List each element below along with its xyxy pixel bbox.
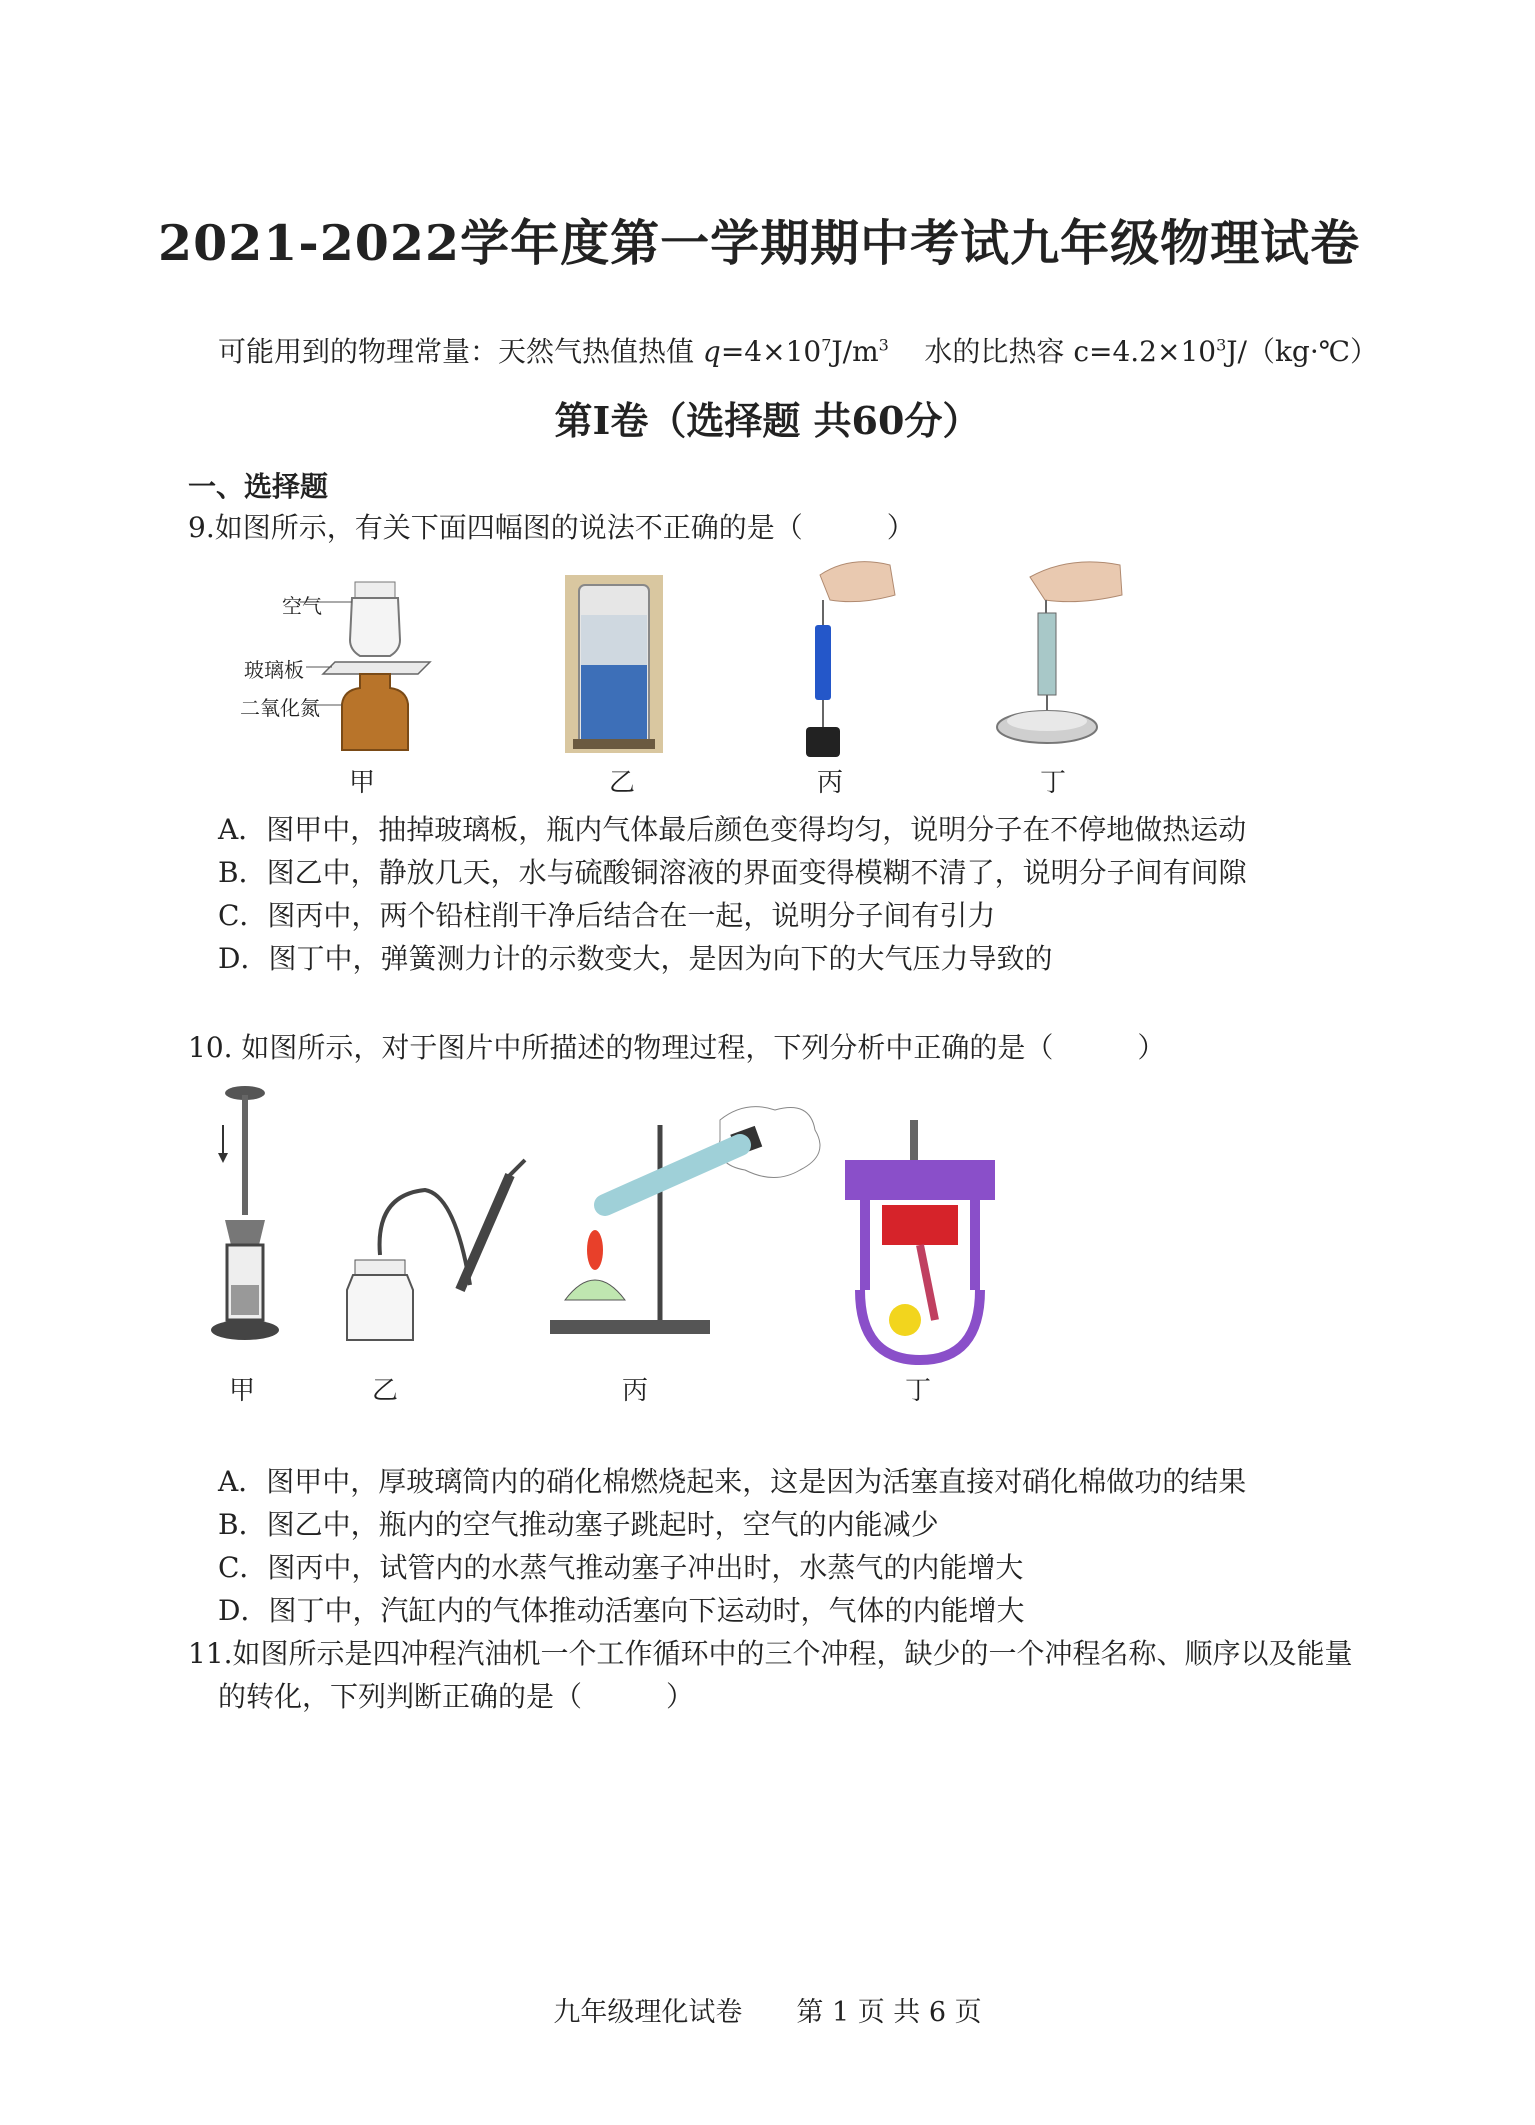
q9-figure-ding: [990, 555, 1130, 755]
label-glass-plate: 玻璃板: [244, 658, 304, 682]
q9-caption-bing: 丙: [816, 768, 843, 798]
q10-figure-yi: [335, 1155, 535, 1345]
q11-stem-line2: 的转化，下列判断正确的是（ ）: [218, 1680, 695, 1713]
q9-option-c: C．图丙中，两个铅柱削干净后结合在一起，说明分子间有引力: [218, 899, 996, 932]
q10-figure-ding: [840, 1120, 1000, 1365]
q9-figure-yi: [565, 575, 665, 755]
page-title: 2021-2022学年度第一学期期中考试九年级物理试卷: [158, 214, 1361, 272]
q10-figure-bing: [545, 1100, 825, 1340]
q10-caption-yi: 乙: [371, 1376, 398, 1406]
q9-stem: 9.如图所示，有关下面四幅图的说法不正确的是（ ）: [188, 511, 915, 544]
q10-caption-bing: 丙: [621, 1376, 648, 1406]
q11-stem-line1: 11.如图所示是四冲程汽油机一个工作循环中的三个冲程，缺少的一个冲程名称、顺序以及能量: [188, 1637, 1353, 1670]
q9-option-d: D．图丁中，弹簧测力计的示数变大，是因为向下的大气压力导致的: [218, 942, 1053, 975]
label-air: 空气: [282, 594, 322, 618]
q10-figure-jia: [205, 1085, 285, 1350]
q10-option-d: D．图丁中，汽缸内的气体推动活塞向下运动时，气体的内能增大: [218, 1594, 1025, 1627]
q10-caption-jia: 甲: [228, 1376, 255, 1406]
q10-stem: 10. 如图所示，对于图片中所描述的物理过程，下列分析中正确的是（ ）: [188, 1031, 1166, 1064]
q9-caption-jia: 甲: [348, 768, 375, 798]
section-title: 第Ⅰ卷（选择题 共60分）: [554, 398, 981, 443]
q10-option-c: C．图丙中，试管内的水蒸气推动塞子冲出时，水蒸气的内能增大: [218, 1551, 1024, 1584]
q9-option-a: A．图甲中，抽掉玻璃板，瓶内气体最后颜色变得均匀，说明分子在不停地做热运动: [218, 813, 1247, 846]
q10-option-b: B．图乙中，瓶内的空气推动塞子跳起时，空气的内能减少: [218, 1508, 939, 1541]
part-heading: 一、选择题: [188, 470, 329, 503]
physical-constants: 可能用到的物理常量：天然气热值热值 $q=4\times 10^7J/m^3$ 水的比热容 $c=4.2\times 10^3J/(kg\cdot℃)$: [218, 335, 1379, 368]
q9-caption-yi: 乙: [608, 768, 635, 798]
q9-option-b: B．图乙中，静放几天，水与硫酸铜溶液的界面变得模糊不清了，说明分子间有间隙: [218, 856, 1247, 889]
q9-figure-bing: [790, 555, 900, 765]
q9-caption-ding: 丁: [1039, 768, 1066, 798]
q10-caption-ding: 丁: [904, 1376, 931, 1406]
page-footer: 九年级理化试卷 第 1 页 共 6 页: [553, 1997, 982, 2028]
label-nitrogen-dioxide: 二氧化氮: [240, 696, 320, 720]
q10-option-a: A．图甲中，厚玻璃筒内的硝化棉燃烧起来，这是因为活塞直接对硝化棉做功的结果: [218, 1465, 1247, 1498]
